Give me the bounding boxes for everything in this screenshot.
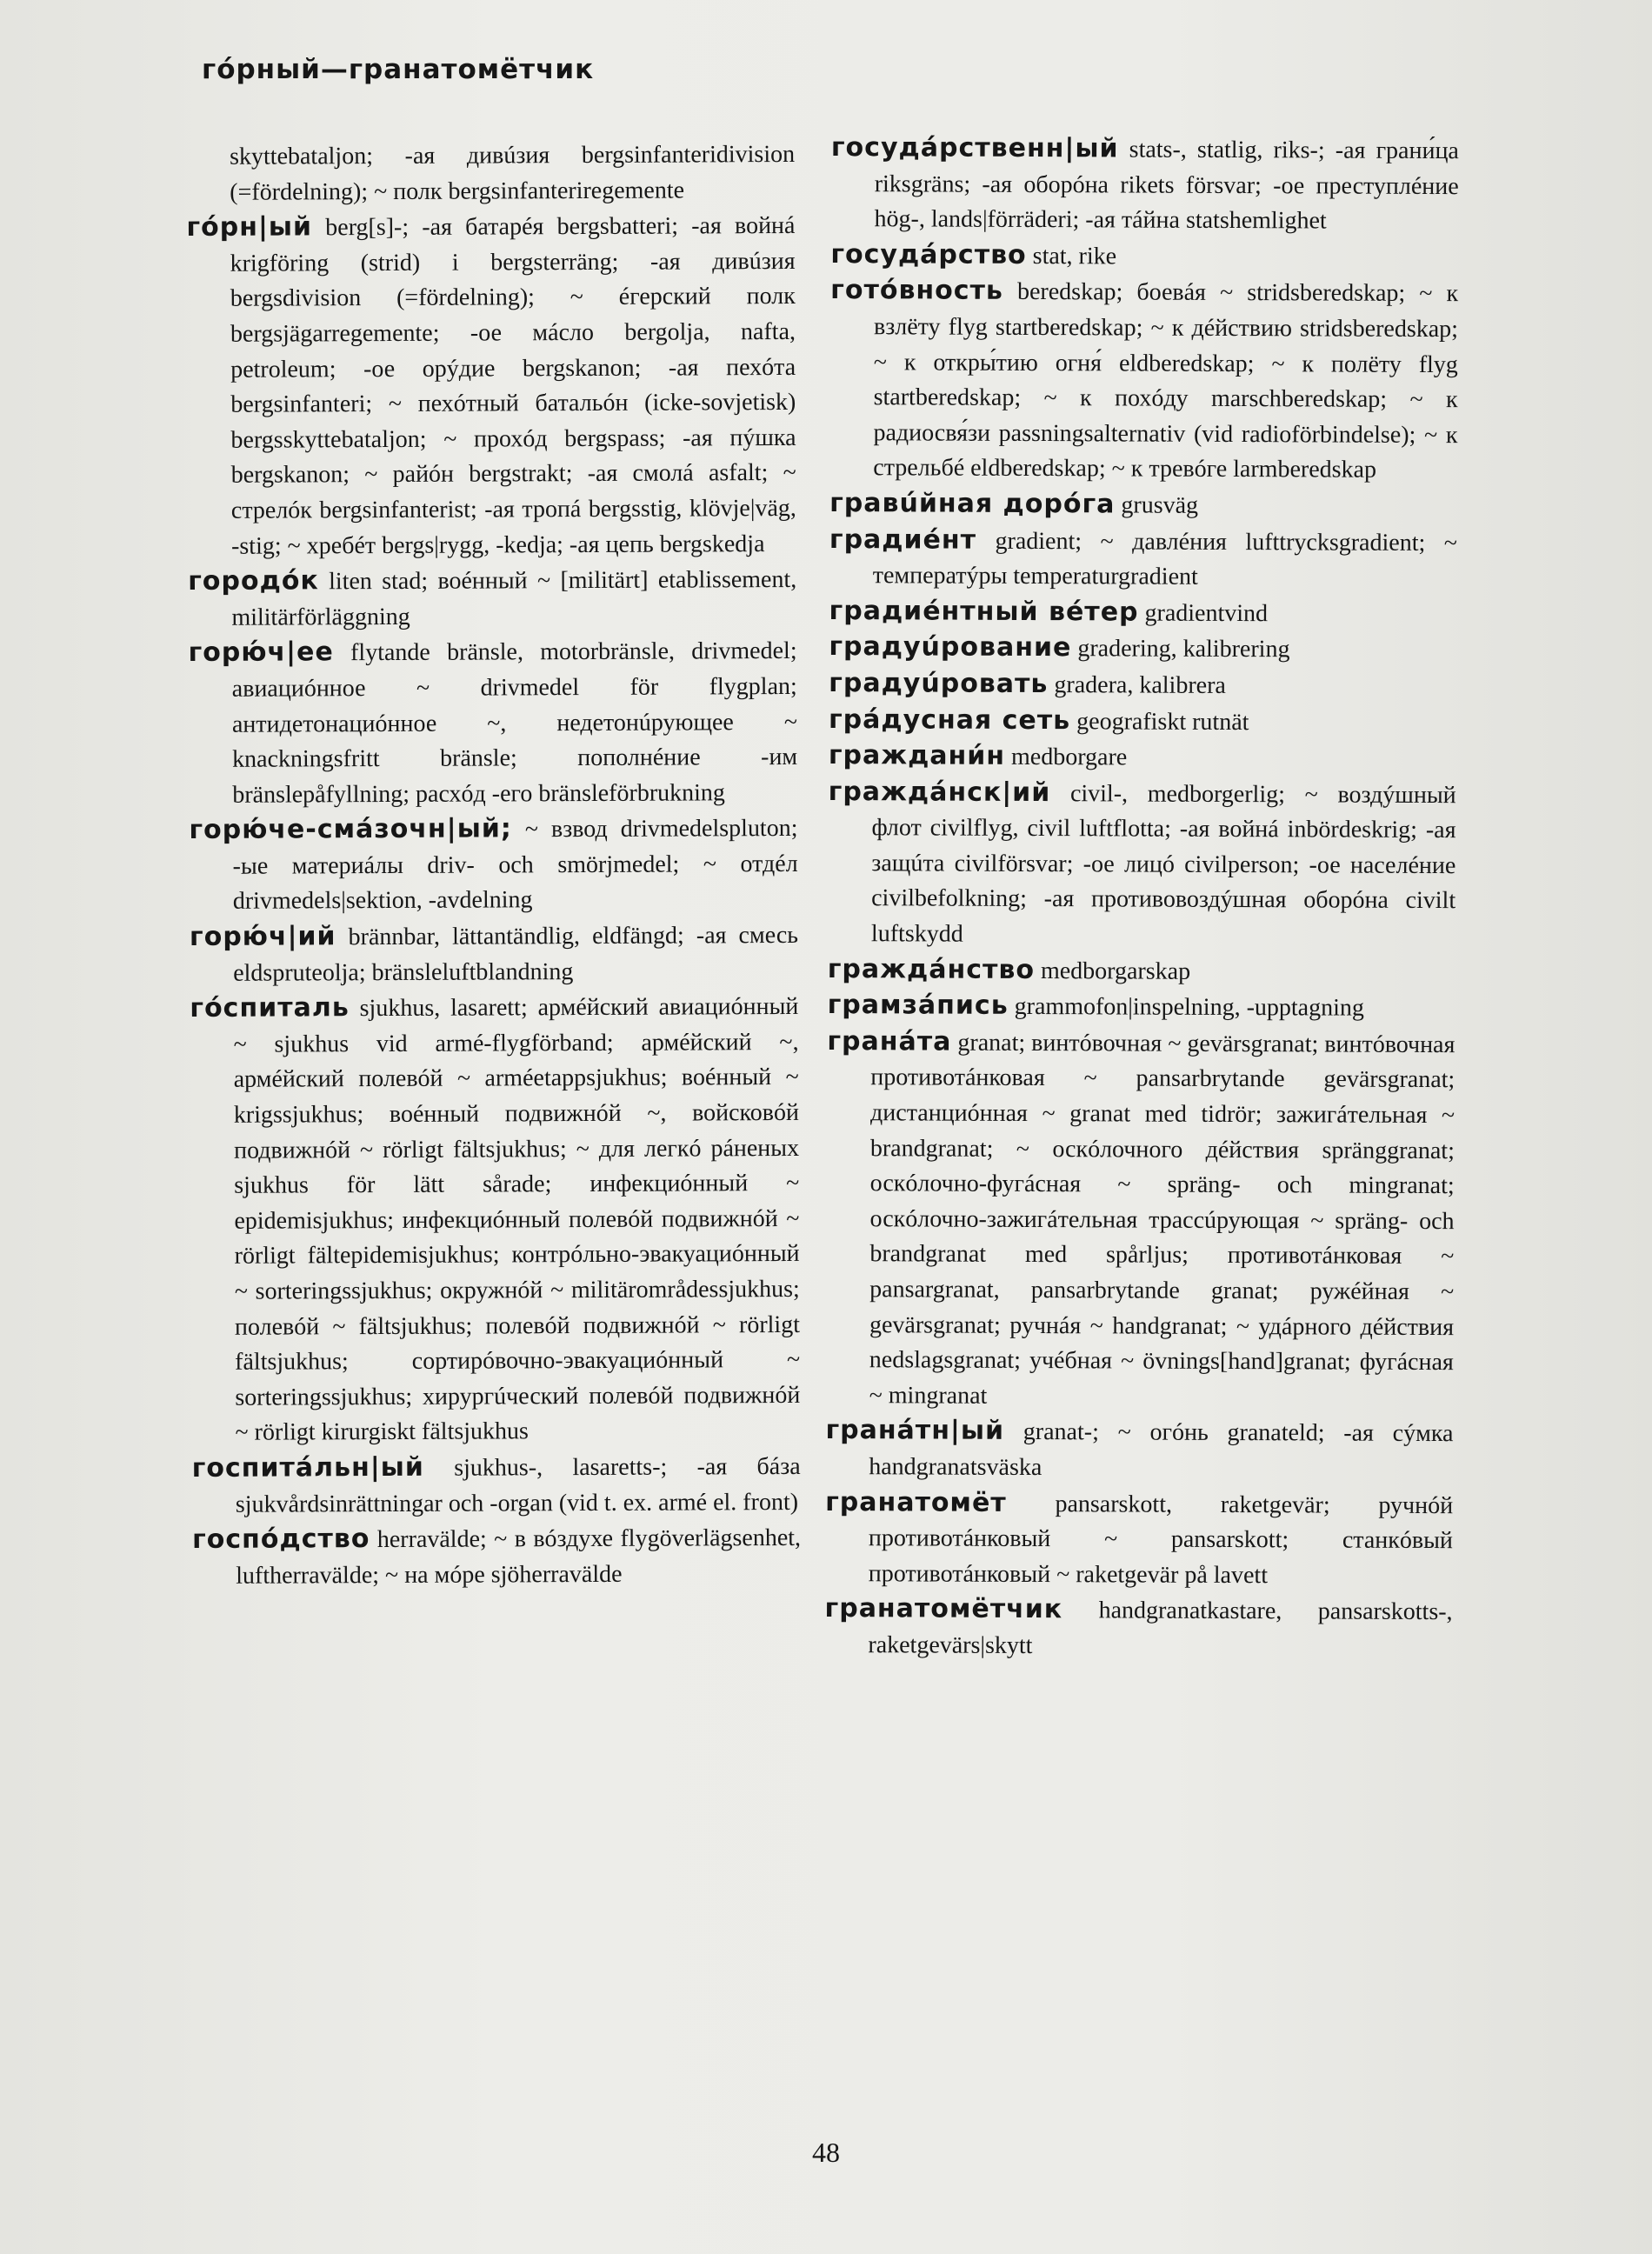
page-number: 48 <box>812 2137 840 2168</box>
definition: civil-, medborgerlig; ~ воздýшный флот civilflyg, civil luftflotta; -ая войнá inbördeskrig; -ая защúта civilförsvar; -ое лицó civilperson; -ое населéние civilbefolkning; -ая противовоздýшная оборóна civilt luftskydd <box>870 779 1456 948</box>
headword: градуúрование <box>829 631 1072 664</box>
dictionary-entry <box>829 594 1456 633</box>
definition: granat; винтóвочная ~ gevärsgranat; винтóвочная противотáнковая ~ pansarbrytande gevärsgranat; дистанциóнная ~ granat med tidrör; зажигáтельная ~ brandgranat; ~ оскóлочного дéйствия spränggranat; оскóлочно-фугáсная ~ spräng- och mingranat; оскóлочно-зажигáтельная трассúрующая ~ spräng- och brandgranat med spårljus; противотáнковая ~ pansargranat, pansarbrytande granat; ружéйная ~ gevärsgranat; ручнáя ~ handgranat; ~ удáрного дéйствия nedslagsgranat; учéбная ~ övnings[hand]granat; фугáсная ~ mingranat <box>869 1029 1455 1410</box>
headword: готóвность <box>830 275 1004 307</box>
dictionary-entry <box>826 1024 1455 1417</box>
dictionary-entry <box>189 810 798 920</box>
definition: geografiskt rutnät <box>1070 707 1249 736</box>
definition: gradering, kalibrering <box>1071 635 1290 664</box>
headword: госудáрственн|ый <box>830 131 1119 164</box>
headword: горю́ч|ее <box>188 637 334 669</box>
definition: berg[s]-; -ая батарéя bergsbatteri; -ая войнá krigföring (strid) i bergsterräng; -ая дивúзия bergsdivision (=fördelning); ~ éгерский полк bergsjägarregemente; -ое мáсло bergolja, nafta, petroleum; -ое орýдие bergskanon; -ая пехóта bergsinfanteri; ~ пехóтный батальóн (icke-sovjetisk) bergsskyttebataljon; ~ прохóд bergspass; -ая пýшка bergskanon; ~ райóн bergstrakt; -ая смолá asfalt; ~ стрелóк bergsinfanterist; -ая тропá bergsstig, klövje|väg, -stig; ~ хребéт bergs|rygg, -kedja; -ая цепь bergskedja <box>230 212 796 560</box>
running-head: гóрный—гранатомётчик <box>202 54 595 85</box>
definition: medborgarskap <box>1034 957 1191 985</box>
dictionary-entry <box>829 523 1457 597</box>
definition: grusväg <box>1115 491 1199 519</box>
dictionary-entry <box>830 237 1458 277</box>
headword: грáдусная сеть <box>828 704 1071 736</box>
headword: граждáнск|ий <box>828 776 1051 808</box>
headword: госпóдство <box>191 1524 370 1556</box>
headword: градиéнт <box>829 523 977 556</box>
headword: городóк <box>188 565 319 597</box>
headword: горю́ч|ий <box>189 921 336 953</box>
dictionary-entry <box>828 775 1456 955</box>
dictionary-entry <box>190 989 800 1451</box>
dictionary-entry <box>829 738 1456 777</box>
headword: граждани́н <box>828 740 1006 771</box>
definition: sjukhus, lasarett; армéйский авиациóнный ~ sjukhus vid armé-flygförband; армéйский ~, армéйский полевóй ~ arméetappsjukhus; воéнный ~ krigssjukhus; воéнный подвижнóй ~, войсковóй подвижнóй ~ rörligt fältsjukhus; ~ для легкó рáненых sjukhus för lätt sårade; инфекциóнный ~ epidemisjukhus; инфекциóнный полевóй подвижнóй ~ rörligt fältepidemisjukhus; контрóльно-эвакуациóнный ~ sorteringssjukhus; окружнóй ~ militärområdessjukhus; полевóй ~ fältsjukhus; полевóй подвижнóй ~ rörligt fältsjukhus; сортирóвочно-эвакуациóнный ~ sorteringssjukhus; хирургúческий полевóй подвижнóй ~ rörligt kirurgiskt fältsjukhus <box>233 993 801 1447</box>
dictionary-entry <box>190 917 798 991</box>
headword: граждáнство <box>827 953 1036 985</box>
dictionary-entry <box>188 633 797 813</box>
definition: stat, rike <box>1026 242 1117 270</box>
dictionary-entry <box>829 702 1456 741</box>
definition: medborgare <box>1004 743 1128 771</box>
definition: grammofon|inspelning, -upptagning <box>1008 993 1364 1022</box>
definition: herravälde; ~ в вóздухе flygöverlägsenhet, luftherravälde; ~ на мóре sjöherravälde <box>236 1524 802 1590</box>
headword: госудáрство <box>830 238 1027 270</box>
headword: гранатомётчик <box>824 1593 1063 1625</box>
headword: гранатомёт <box>825 1486 1007 1518</box>
headword: гранáтн|ый <box>825 1415 1005 1447</box>
definition: sjukhus-, lasaretts-; -ая бáза sjukvårdsinrättningar och -organ (vid t. ex. armé el. front) <box>235 1452 801 1518</box>
dictionary-entry <box>188 562 796 636</box>
definition: granat-; ~ огóнь granateld; -ая сýмка handgranatsväska <box>869 1418 1454 1482</box>
dictionary-entry <box>825 1485 1454 1595</box>
headword: грамзáпись <box>827 990 1009 1022</box>
dictionary-entry <box>192 1449 801 1523</box>
dictionary-entry <box>824 1591 1452 1665</box>
dictionary-entry <box>828 952 1455 991</box>
definition: liten stad; воéнный ~ [militärt] etablissement, militärförläggning <box>231 566 797 631</box>
headword: гóспиталь <box>190 992 350 1024</box>
dictionary-entry <box>829 666 1456 705</box>
definition: skyttebataljon; -ая дивúзия bergsinfanteridivision (=fördelning); ~ полк bergsinfanteriregemente <box>230 140 796 206</box>
headword: гравúйная дорóга <box>829 487 1116 520</box>
headword: госпитáльн|ый <box>191 1451 424 1484</box>
dictionary-entry <box>829 273 1458 489</box>
headword: гóрн|ый <box>186 211 313 243</box>
definition: pansarskott, raketgevär; ручнóй противотáнковый ~ pansarskott; станкóвый противотáнковый ~ raketgevär på lavett <box>868 1490 1454 1589</box>
dictionary-entry <box>192 1520 801 1594</box>
dictionary-entry <box>186 208 796 564</box>
left-column <box>186 137 801 1594</box>
headword: градиéнтный вéтер <box>829 595 1139 628</box>
right-column <box>824 130 1459 1666</box>
definition: gradientvind <box>1138 599 1269 627</box>
definition: gradient; ~ давлéния lufttrycksgradient; ~ температýры temperaturgradient <box>872 527 1458 590</box>
definition: handgranatkastare, pansarskotts-, raketgevärs|skytt <box>868 1597 1453 1659</box>
definition: ~ взвод drivmedelspluton; -ые материáлы driv- och smörjmedel; ~ отдéл drivmedels|sektion, -avdelning <box>232 815 798 916</box>
dictionary-entry <box>825 1413 1453 1487</box>
headword: горю́че-смáзочн|ый; <box>189 813 512 846</box>
dictionary-entry <box>828 988 1455 1027</box>
headword: гранáта <box>827 1025 952 1057</box>
definition: beredskap; боевáя ~ stridsberedskap; ~ к взлёту flyg startberedskap; ~ к дéйствию stridsberedskap; ~ к откры́тию огня́ eldberedskap; ~ к полёту flyg startberedskap; ~ к похóду marschberedskap; ~ к радиосвя́зи passningsalternativ (vid radioförbindelse); ~ к стрельбé eldberedskap; ~ к тревóге larmberedskap <box>873 278 1459 484</box>
definition: flytande bränsle, motorbränsle, drivmedel; авиациóнное ~ drivmedel för flygplan; антидетонациóнное ~, недетонúрующее ~ knackningsfritt bränsle; пополнéние -им bränslepåfyllning; расхóд -его bränsleförbrukning <box>231 637 798 809</box>
headword: градуúровать <box>829 667 1049 700</box>
dictionary-entry <box>186 137 795 210</box>
dictionary-entry <box>829 486 1457 525</box>
definition: brännbar, lättantändlig, eldfängd; -ая смесь eldspruteolja; bränsleluftblandning <box>233 921 799 987</box>
definition: gradera, kalibrera <box>1048 671 1226 699</box>
definition: stats-, statlig, riks-; -ая грани́ца riksgräns; -ая оборóна rikets försvar; -ое преступлéние hög-, lands|förräderi; -ая тáйна statshemlighet <box>874 136 1459 235</box>
dictionary-entry <box>829 630 1456 669</box>
dictionary-entry <box>830 130 1459 240</box>
